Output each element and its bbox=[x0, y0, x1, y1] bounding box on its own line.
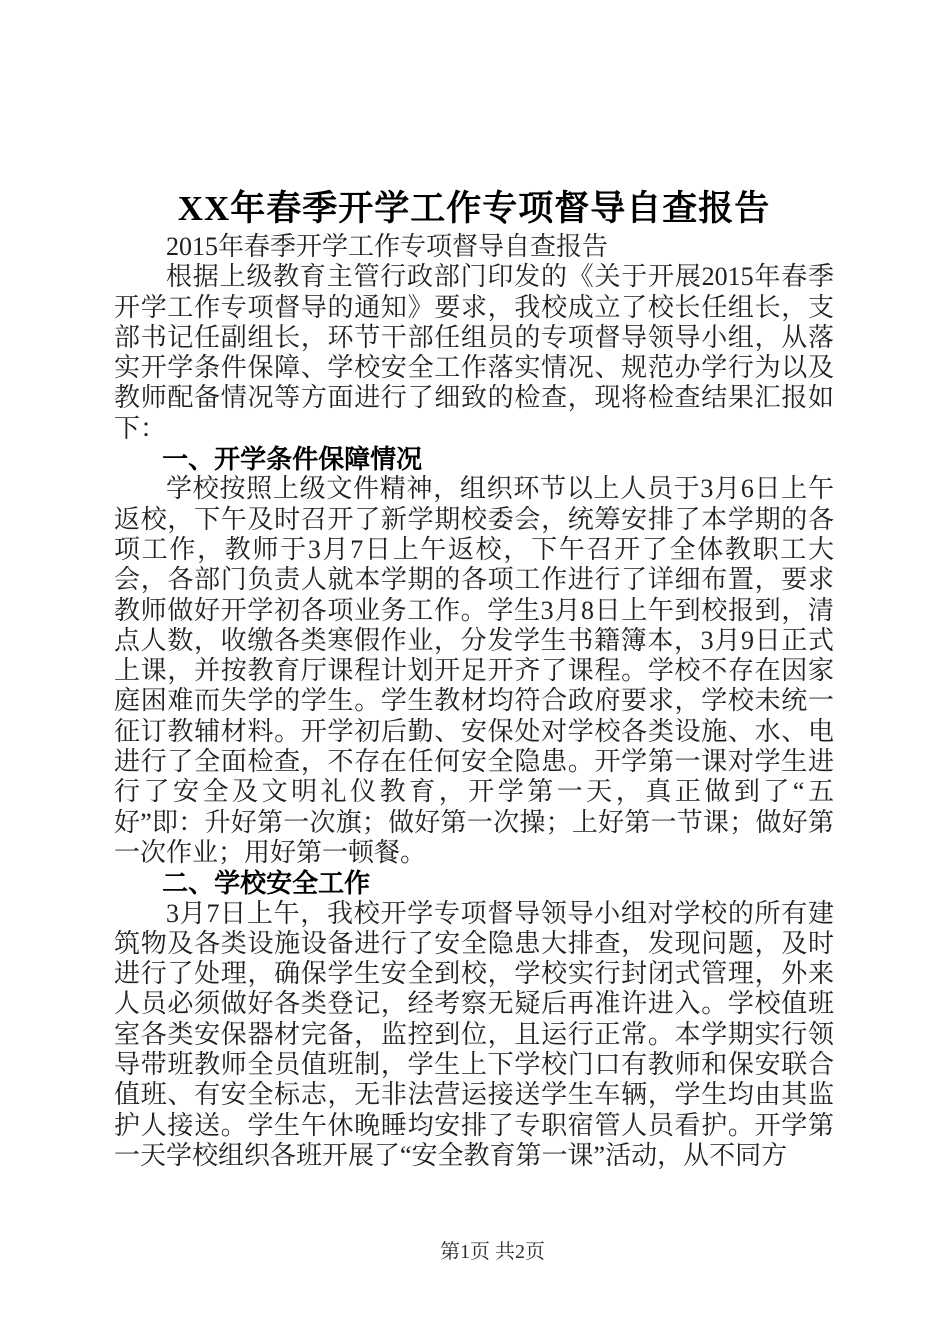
intro-paragraph: 根据上级教育主管行政部门印发的《关于开展2015年春季开学工作专项督导的通知》要求，我校成立了校长任组长，支部书记任副组长，环节干部任组员的专项督导领导小组，从落实开学条件保障、学校安全工作落实情况、规范办学行为以及教师配备情况等方面进行了细致的检查，现将检查结果汇报如下： bbox=[114, 262, 834, 443]
document-subtitle: 2015年春季开学工作专项督导自查报告 bbox=[166, 232, 609, 261]
section-2-body: 3月7日上午，我校开学专项督导领导小组对学校的所有建筑物及各类设施设备进行了安全隐患大排查，发现问题，及时进行了处理，确保学生安全到校，学校实行封闭式管理，外来人员必须做好各类登记，经考察无疑后再准许进入。学校值班室各类安保器材完备，监控到位，且运行正常。本学期实行领导带班教师全员值班制，学生上下学校门口有教师和保安联合值班、有安全标志，无非法营运接送学生车辆，学生均由其监护人接送。学生午休晚睡均安排了专职宿管人员看护。开学第一天学校组织各班开展了“安全教育第一课”活动，从不同方 bbox=[114, 898, 834, 1170]
section-1-body: 学校按照上级文件精神，组织环节以上人员于3月6日上午返校，下午及时召开了新学期校委会，统筹安排了本学期的各项工作，教师于3月7日上午返校，下午召开了全体教职工大会，各部门负责人就本学期的各项工作进行了详细布置，要求教师做好开学初各项业务工作。学生3月8日上午到校报到，清点人数，收缴各类寒假作业，分发学生书籍簿本，3月9日正式上课，并按教育厅课程计划开足开齐了课程。学校不存在因家庭困难而失学的学生。学生教材均符合政府要求，学校未统一征订教辅材料。开学初后勤、安保处对学校各类设施、水、电进行了全面检查，不存在任何安全隐患。开学第一课对学生进行了安全及文明礼仪教育，开学第一天，真正做到了“五好”即：升好第一次旗；做好第一次操；上好第一节课；做好第一次作业；用好第一顿餐。 bbox=[114, 474, 834, 867]
section-2-heading: 二、学校安全工作 bbox=[162, 868, 371, 899]
page-number-footer: 第1页 共2页 bbox=[440, 1241, 545, 1263]
document-title: XX年春季开学工作专项督导自查报告 bbox=[177, 189, 771, 228]
section-1-heading: 一、开学条件保障情况 bbox=[162, 444, 423, 475]
document-content bbox=[114, 0, 834, 1171]
